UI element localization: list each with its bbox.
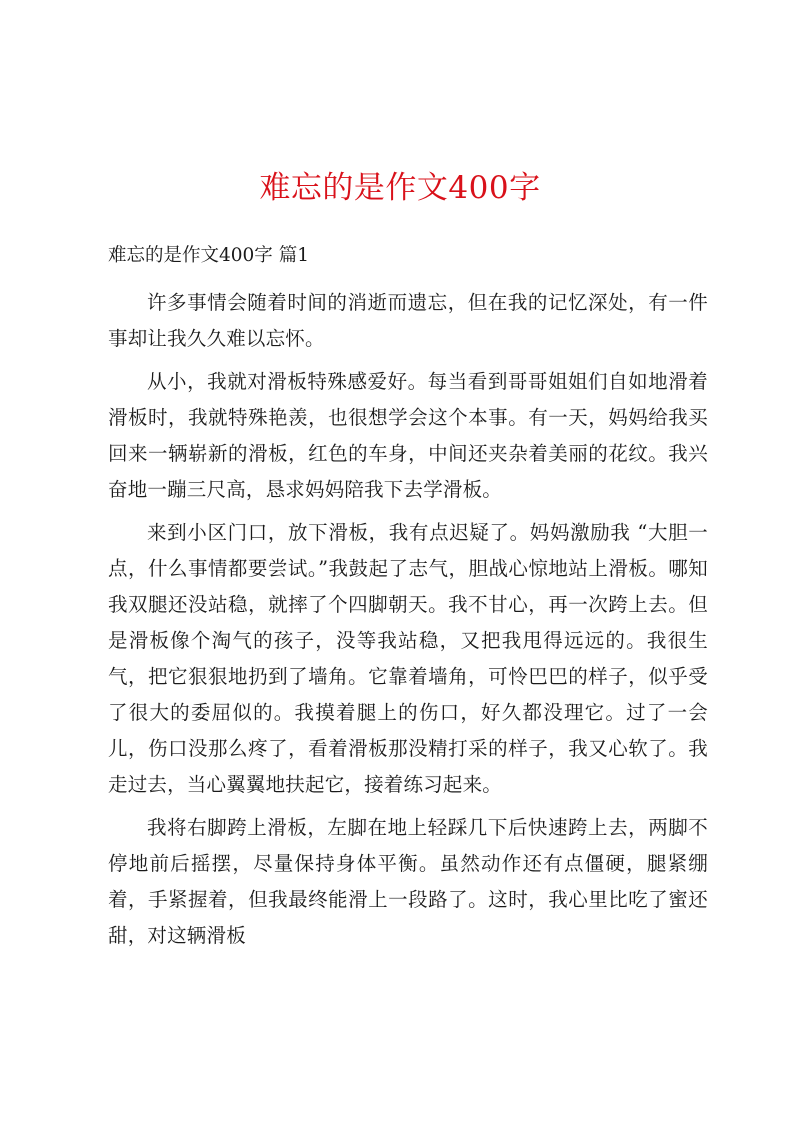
paragraph: 来到小区门口，放下滑板，我有点迟疑了。妈妈激励我 “大胆一点，什么事情都要尝试。”我鼓起了志气，胆战心惊地站上滑板。哪知我双腿还没站稳，就摔了个四脚朝天。我不甘心，再一次跨上去。但是滑板像个淘气的孩子，没等我站稳，又把我甩得远远的。我很生气，把它狠狠地扔到了墙角。它靠着墙角，可怜巴巴的样子，似乎受了很大的委屈似的。我摸着腿上的伤口，好久都没理它。过了一会儿，伤口没那么疼了，看着滑板那没精打采的样子，我又心软了。我走过去，当心翼翼地扶起它，接着练习起来。 <box>108 521 708 796</box>
paragraph: 许多事情会随着时间的消逝而遗忘，但在我的记忆深处，有一件事却让我久久难以忘怀。 <box>108 291 708 350</box>
paragraph: 从小，我就对滑板特殊感爱好。每当看到哥哥姐姐们自如地滑着滑板时，我就特殊艳羡，也很想学会这个本事。有一天，妈妈给我买回来一辆崭新的滑板，红色的车身，中间还夹杂着美丽的花纹。我兴奋地一蹦三尺高，恳求妈妈陪我下去学滑板。 <box>108 370 708 501</box>
essay-subtitle: 难忘的是作文400字 篇1 <box>108 245 309 266</box>
document-title: 难忘的是作文400字 <box>259 170 541 206</box>
paragraph: 我将右脚跨上滑板，左脚在地上轻踩几下后快速跨上去，两脚不停地前后摇摆，尽量保持身体平衡。虽然动作还有点僵硬，腿紧绷着，手紧握着，但我最终能滑上一段路了。这时，我心里比吃了蜜还甜，对这辆滑板 <box>108 816 708 947</box>
document-body <box>108 243 708 954</box>
